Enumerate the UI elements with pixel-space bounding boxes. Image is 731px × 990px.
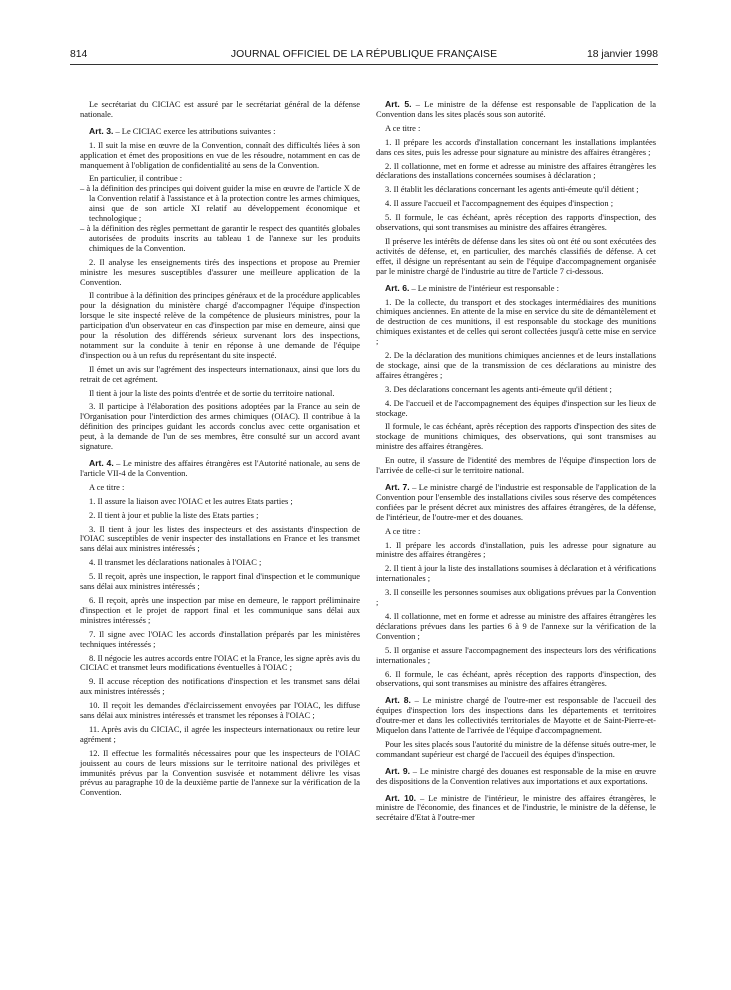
- list-item: – à la définition des règles permettant de garantir le respect des quantités globales autorisées de produits inscrits au tableau 1 de l'annexe sur les produits chimiques de la Convention.: [80, 222, 360, 253]
- page-number: 814: [70, 49, 88, 60]
- paragraph: 5. Il reçoit, après une inspection, le rapport final d'inspection et le communique sans délai aux ministres intéressés ;: [80, 571, 360, 592]
- paragraph: 4. Il assure l'accueil et l'accompagnement des équipes d'inspection ;: [385, 198, 614, 209]
- left-column: [80, 100, 360, 798]
- article-paragraph: [80, 127, 360, 137]
- header-rule: [70, 64, 658, 65]
- paragraph: A ce titre :: [385, 525, 421, 536]
- article-text: – Le ministre des affaires étrangères est l'Autorité nationale, au sens de l'article VII-4 de la Convention.: [80, 458, 360, 478]
- paragraph: 1. Il suit la mise en œuvre de la Convention, connaît des difficultés liées à son application et émet des propositions en vue de les résoudre, notamment en cas de manquement à l'obligation de confidentialité au sens de la Convention.: [80, 139, 360, 170]
- paragraph: 1. De la collecte, du transport et des stockages intermédiaires des munitions chimiques anciennes. En attente de la mise en service du site de démantèlement et de destruction de ces munitions, il est responsable du stockage des munitions chimiques existantes et de celles qui seront collectées jusqu'à cette mise en service ;: [376, 296, 656, 347]
- right-column: [376, 100, 656, 823]
- paragraph: A ce titre :: [89, 481, 125, 492]
- paragraph: 1. Il assure la liaison avec l'OIAC et les autres Etats parties ;: [89, 495, 293, 506]
- paragraph: 3. Il établit les déclarations concernant les agents anti-émeute qu'il détient ;: [385, 184, 639, 195]
- article-label: Art. 6.: [385, 282, 410, 293]
- paragraph: Il émet un avis sur l'agrément des inspecteurs internationaux, ainsi que lors du retrait de cet agrément.: [80, 363, 360, 384]
- paragraph: 2. De la déclaration des munitions chimiques anciennes et de leurs installations de stockage, ainsi que de la transmission de ces déclarations au ministre des affaires étrangères ;: [376, 350, 656, 380]
- paragraph: 6. Il formule, le cas échéant, après réception des rapports d'inspection, des observations, qui sont transmises au ministre des affaires étrangères.: [376, 668, 656, 689]
- paragraph: 5. Il formule, le cas échéant, après réception des rapports d'inspection, des observations, qui sont transmises au ministre des affaires étrangères.: [376, 212, 656, 233]
- paragraph: 9. Il accuse réception des notifications d'inspection et les transmet sans délai aux ministres intéressés ;: [80, 676, 360, 697]
- article-text: – Le CICIAC exerce les attributions suivantes :: [113, 125, 276, 136]
- list-item: – à la définition des principes qui doivent guider la mise en œuvre de l'article X de la Convention relatif à l'assistance et à la protection contre les armes chimiques, ainsi que de son article XI relatif au développement économique et technologique ;: [80, 183, 360, 224]
- paragraph: Il contribue à la définition des principes généraux et de la procédure applicables pour la désignation du ministère chargé d'accompagner l'équipe d'inspection lorsque le site inspecté relève de la compétence de plusieurs ministres, pour la participation d'un observateur en cas d'inspection par mise en demeure, ainsi que pour la résolution des différends sérieux survenant lors des inspections, notamment sur la conduite à tenir en réponse à une demande de l'équipe d'inspection ou à un refus du représentant du site inspecté.: [80, 290, 360, 360]
- paragraph: Il préserve les intérêts de défense dans les sites où ont été ou sont exécutées des activités de défense, et, en particulier, des marchés classifiés de défense. A cet effet, il désigne un représentant au sein de l'équipe d'accompagnement organisée par le ministre chargé de l'industrie au titre de l'article 7 ci-dessous.: [376, 235, 656, 276]
- issue-date: 18 janvier 1998: [586, 49, 658, 60]
- paragraph: Le secrétariat du CICIAC est assuré par le secrétariat général de la défense nationale.: [80, 99, 360, 119]
- paragraph: 7. Il signe avec l'OIAC les accords d'installation préparés par les ministères techniques intéressés ;: [80, 628, 360, 649]
- paragraph: Il tient à jour la liste des points d'entrée et de sortie du territoire national.: [89, 387, 335, 398]
- journal-title: JOURNAL OFFICIEL DE LA RÉPUBLIQUE FRANÇAISE: [230, 49, 498, 60]
- article-paragraph: [376, 100, 656, 120]
- page-header: [70, 49, 658, 65]
- article-text: – Le ministre de l'intérieur est responsable :: [409, 282, 559, 293]
- article-paragraph: [80, 459, 360, 479]
- article-text: – Le ministre de la défense est responsable de l'application de la Convention dans les sites placés sous son autorité.: [376, 99, 656, 119]
- paragraph: 12. Il effectue les formalités nécessaires pour que les inspecteurs de l'OIAC jouissent au cours de leurs missions sur le territoire national des privilèges et immunités prévus par la Convention susvisée et notamment délivre les visas prévus au paragraphe 10 de la deuxième partie de l'annexe sur la vérification de la Convention.: [80, 747, 360, 798]
- paragraph: 1. Il prépare les accords d'installation, puis les adresse pour signature au ministre des affaires étrangères ;: [376, 539, 656, 560]
- article-text: – Le ministre chargé des douanes est responsable de la mise en œuvre des dispositions de la Convention relatives aux importations et aux exportations.: [376, 765, 656, 786]
- paragraph: 10. Il reçoit les demandes d'éclaircissement envoyées par l'OIAC, les diffuse sans délai aux ministres intéressés et transmet les réponses à l'OIAC ;: [80, 700, 360, 721]
- paragraph: 2. Il tient à jour et publie la liste des Etats parties ;: [89, 509, 259, 520]
- article-paragraph: [376, 284, 656, 294]
- paragraph: En outre, il s'assure de l'identité des membres de l'équipe d'inspection lors de l'arrivée de celle-ci sur le territoire national.: [376, 455, 656, 476]
- paragraph: 2. Il collationne, met en forme et adresse au ministre des affaires étrangères les déclarations des installations concernées soumises à déclaration ;: [376, 160, 656, 181]
- article-paragraph: [376, 767, 656, 787]
- article-text: – Le ministre chargé de l'industrie est responsable de l'application de la Convention pour l'ensemble des installations civiles sous réserve des compétences confiées par le présent décret aux ministres des affaires étrangères, de la défense, de l'intérieur, de l'outre-mer et des douanes.: [376, 482, 656, 522]
- paragraph: 3. Il tient à jour les listes des inspecteurs et des assistants d'inspection de l'OIAC susceptibles de venir inspecter des installations en France et les transmet sans délai aux ministres intéressés ;: [80, 523, 360, 554]
- article-paragraph: [376, 483, 656, 523]
- article-label: Art. 3.: [89, 125, 114, 136]
- paragraph: En particulier, il contribue :: [89, 173, 183, 184]
- article-label: Art. 10.: [385, 792, 417, 803]
- paragraph: 4. Il transmet les déclarations nationales à l'OIAC ;: [89, 557, 262, 568]
- paragraph: 1. Il prépare les accords d'installation concernant les installations implantées dans ces sites, puis les adresse pour signature au ministre des affaires étrangères ;: [376, 136, 656, 157]
- paragraph: 4. Il collationne, met en forme et adresse au ministre des affaires étrangères les déclarations prévues dans les parties 6 à 9 de l'annexe sur la vérification de la Convention ;: [376, 610, 656, 641]
- paragraph: Pour les sites placés sous l'autorité du ministre de la défense situés outre-mer, le commandant supérieur est chargé de l'accueil des équipes d'inspection.: [376, 738, 656, 759]
- paragraph: 4. De l'accueil et de l'accompagnement des équipes d'inspection sur les lieux de stockage.: [376, 397, 656, 418]
- paragraph: Il formule, le cas échéant, après réception des rapports d'inspection des sites de stockage de munitions chimiques, des observations, qui sont transmises au ministre des affaires étrangères.: [376, 421, 656, 452]
- article-label: Art. 7.: [385, 482, 410, 492]
- paragraph: 11. Après avis du CICIAC, il agrée les inspecteurs internationaux ou retire leur agrément ;: [80, 723, 360, 744]
- paragraph: 6. Il reçoit, après une inspection par mise en demeure, le rapport préliminaire d'inspection et le projet de rapport final et les communique sans délai aux ministres intéressés ;: [80, 594, 360, 625]
- paragraph: 3. Il participe à l'élaboration des positions adoptées par la France au sein de l'Organisation pour l'interdiction des armes chimiques (OIAC). Il contribue à la définition des principes guidant les accords conclus avec cette organisation et peut, à la demande de l'un de ses membres, être consulté sur un accord avant signature.: [80, 401, 360, 452]
- article-paragraph: [376, 696, 656, 736]
- paragraph: 3. Il conseille les personnes soumises aux obligations prévues par la Convention ;: [376, 587, 656, 608]
- paragraph: 5. Il organise et assure l'accompagnement des inspecteurs lors des vérifications internationales ;: [376, 644, 656, 665]
- paragraph: 3. Des déclarations concernant les agents anti-émeute qu'il détient ;: [385, 383, 612, 394]
- paragraph: 2. Il tient à jour la liste des installations soumises à déclaration et à vérifications internationales ;: [376, 563, 656, 584]
- article-label: Art. 5.: [385, 99, 412, 109]
- article-label: Art. 9.: [385, 765, 410, 776]
- paragraph: A ce titre :: [385, 122, 421, 133]
- paragraph: 2. Il analyse les enseignements tirés des inspections et propose au Premier ministre les mesures susceptibles d'assurer une meilleure application de la Convention.: [80, 256, 360, 287]
- article-text: – Le ministre de l'intérieur, le ministre des affaires étrangères, le ministre de l'économie, des finances et de l'industrie, le ministre de la défense, le secrétaire d'Etat à l'outre-mer: [376, 792, 656, 823]
- article-paragraph: [376, 794, 656, 824]
- article-label: Art. 8.: [385, 695, 411, 706]
- paragraph: 8. Il négocie les autres accords entre l'OIAC et la France, les signe après avis du CICIAC et transmet leurs modifications éventuelles à l'OIAC ;: [80, 652, 360, 673]
- article-label: Art. 4.: [89, 458, 114, 468]
- article-text: – Le ministre chargé de l'outre-mer est responsable de l'accueil des équipes d'inspection lors des inspections dans les départements et territoires d'outre-mer et dans les collectivités territoriales de Mayotte et de Saint-Pierre-et-Miquelon dans l'attente de l'arrivée de l'équipe d'accompagnement.: [376, 695, 657, 736]
